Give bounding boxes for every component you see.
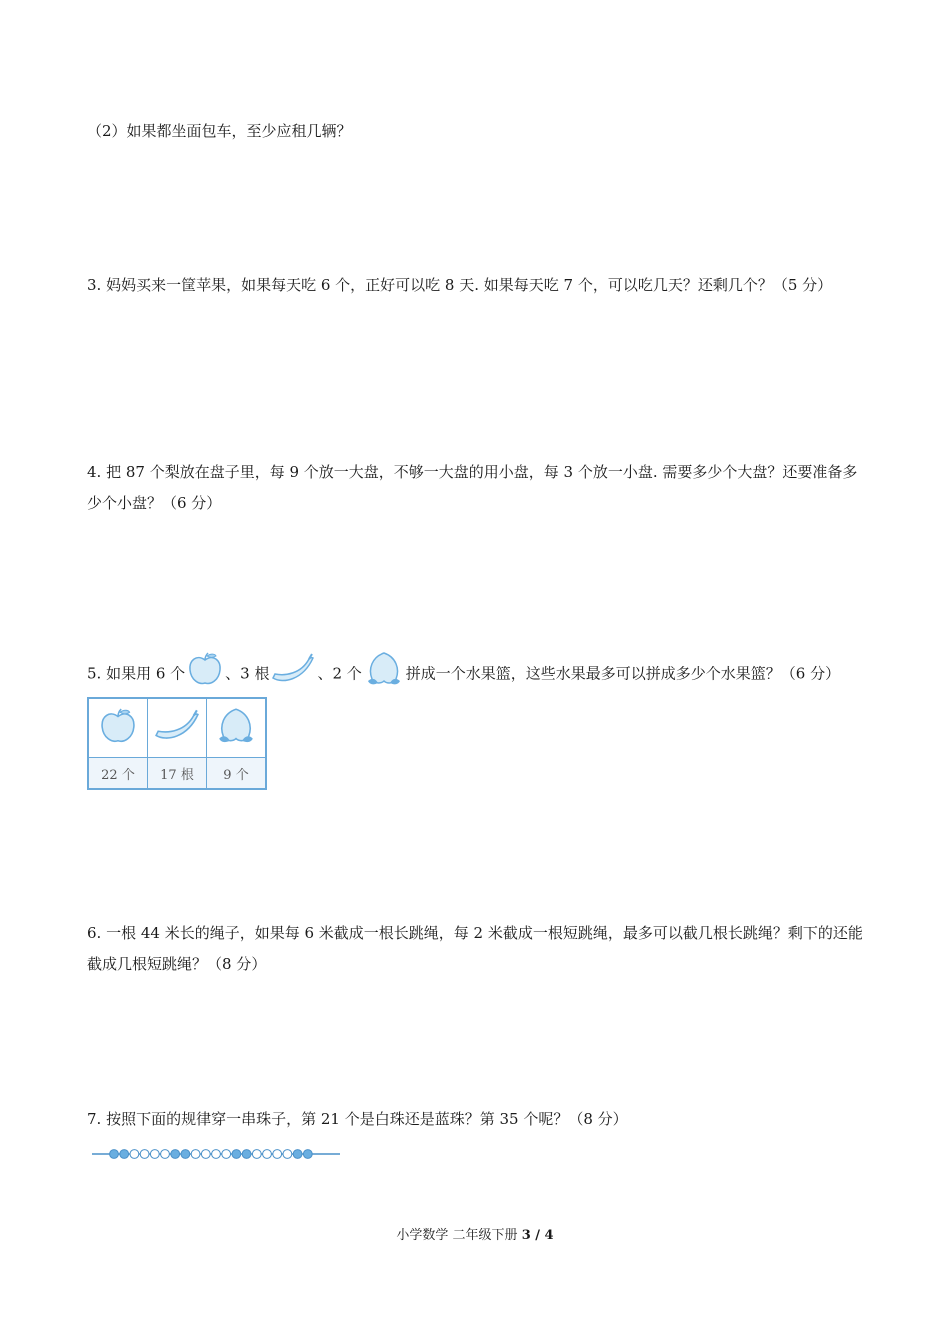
peach-count: 9 个	[207, 758, 267, 790]
bead-blue	[303, 1150, 312, 1159]
question-6	[87, 918, 867, 980]
apple-icon	[187, 652, 223, 697]
bead-blue	[242, 1150, 251, 1159]
question-5-text-1: 5. 如果用 6 个	[87, 664, 186, 683]
question-3-text: 3. 妈妈买来一筐苹果，如果每天吃 6 个，正好可以吃 8 天. 如果每天吃 7 个，可以吃几天？还剩几个？（5 分）	[87, 276, 833, 294]
banana-count: 17 根	[148, 758, 207, 790]
bead-white	[161, 1150, 170, 1159]
bead-white	[252, 1150, 261, 1159]
bead-white	[191, 1150, 200, 1159]
bead-white	[150, 1150, 159, 1159]
question-6-text: 6. 一根 44 米长的绳子，如果每 6 米截成一根长跳绳，每 2 米截成一根短跳绳，最多可以截几根长跳绳？剩下的还能截成几根短跳绳？（8 分）	[87, 924, 863, 973]
bead-white	[212, 1150, 221, 1159]
bead-white	[130, 1150, 139, 1159]
bead-white	[201, 1150, 210, 1159]
bead-white	[283, 1150, 292, 1159]
question-7-text: 7. 按照下面的规律穿一串珠子，第 21 个是白珠还是蓝珠？第 35 个呢？（8 分）	[87, 1110, 628, 1128]
fruit-table-peach-cell	[207, 698, 267, 758]
question-5-text-2: 、3 根	[225, 664, 270, 683]
footer-page-number: 3 / 4	[521, 1228, 554, 1243]
question-5-text-3: 、2 个	[317, 664, 362, 683]
bead-white	[263, 1150, 272, 1159]
bead-blue	[293, 1150, 302, 1159]
bead-blue	[120, 1150, 129, 1159]
question-3	[87, 270, 867, 301]
peach-icon	[215, 706, 257, 746]
bead-blue	[110, 1150, 119, 1159]
footer-subject: 小学数学 二年级下册	[396, 1228, 518, 1243]
fruit-table-banana-cell	[148, 698, 207, 758]
fruit-table	[87, 697, 267, 790]
apple-count: 22 个	[88, 758, 148, 790]
apple-icon	[99, 707, 137, 745]
bead-white	[222, 1150, 231, 1159]
question-2-sub	[87, 116, 867, 147]
peach-icon	[364, 651, 404, 698]
bead-blue	[181, 1150, 190, 1159]
fruit-table-apple-cell	[88, 698, 148, 758]
banana-icon	[271, 652, 315, 697]
bead-string	[92, 1145, 342, 1163]
bead-blue	[232, 1150, 241, 1159]
question-7	[87, 1104, 867, 1135]
question-5-text-4: 拼成一个水果篮，这些水果最多可以拼成多少个水果篮？（6 分）	[405, 664, 841, 683]
page-footer	[0, 1226, 950, 1246]
bead-blue	[171, 1150, 180, 1159]
question-4-text: 4. 把 87 个梨放在盘子里，每 9 个放一大盘，不够一大盘的用小盘，每 3 个放一小盘. 需要多少个大盘？还要准备多少个小盘？（6 分）	[87, 463, 858, 512]
banana-icon	[154, 708, 200, 744]
question-2-sub-text: （2）如果都坐面包车，至少应租几辆？	[87, 122, 352, 140]
bead-white	[273, 1150, 282, 1159]
question-4	[87, 457, 867, 519]
question-5	[87, 651, 867, 698]
bead-white	[140, 1150, 149, 1159]
